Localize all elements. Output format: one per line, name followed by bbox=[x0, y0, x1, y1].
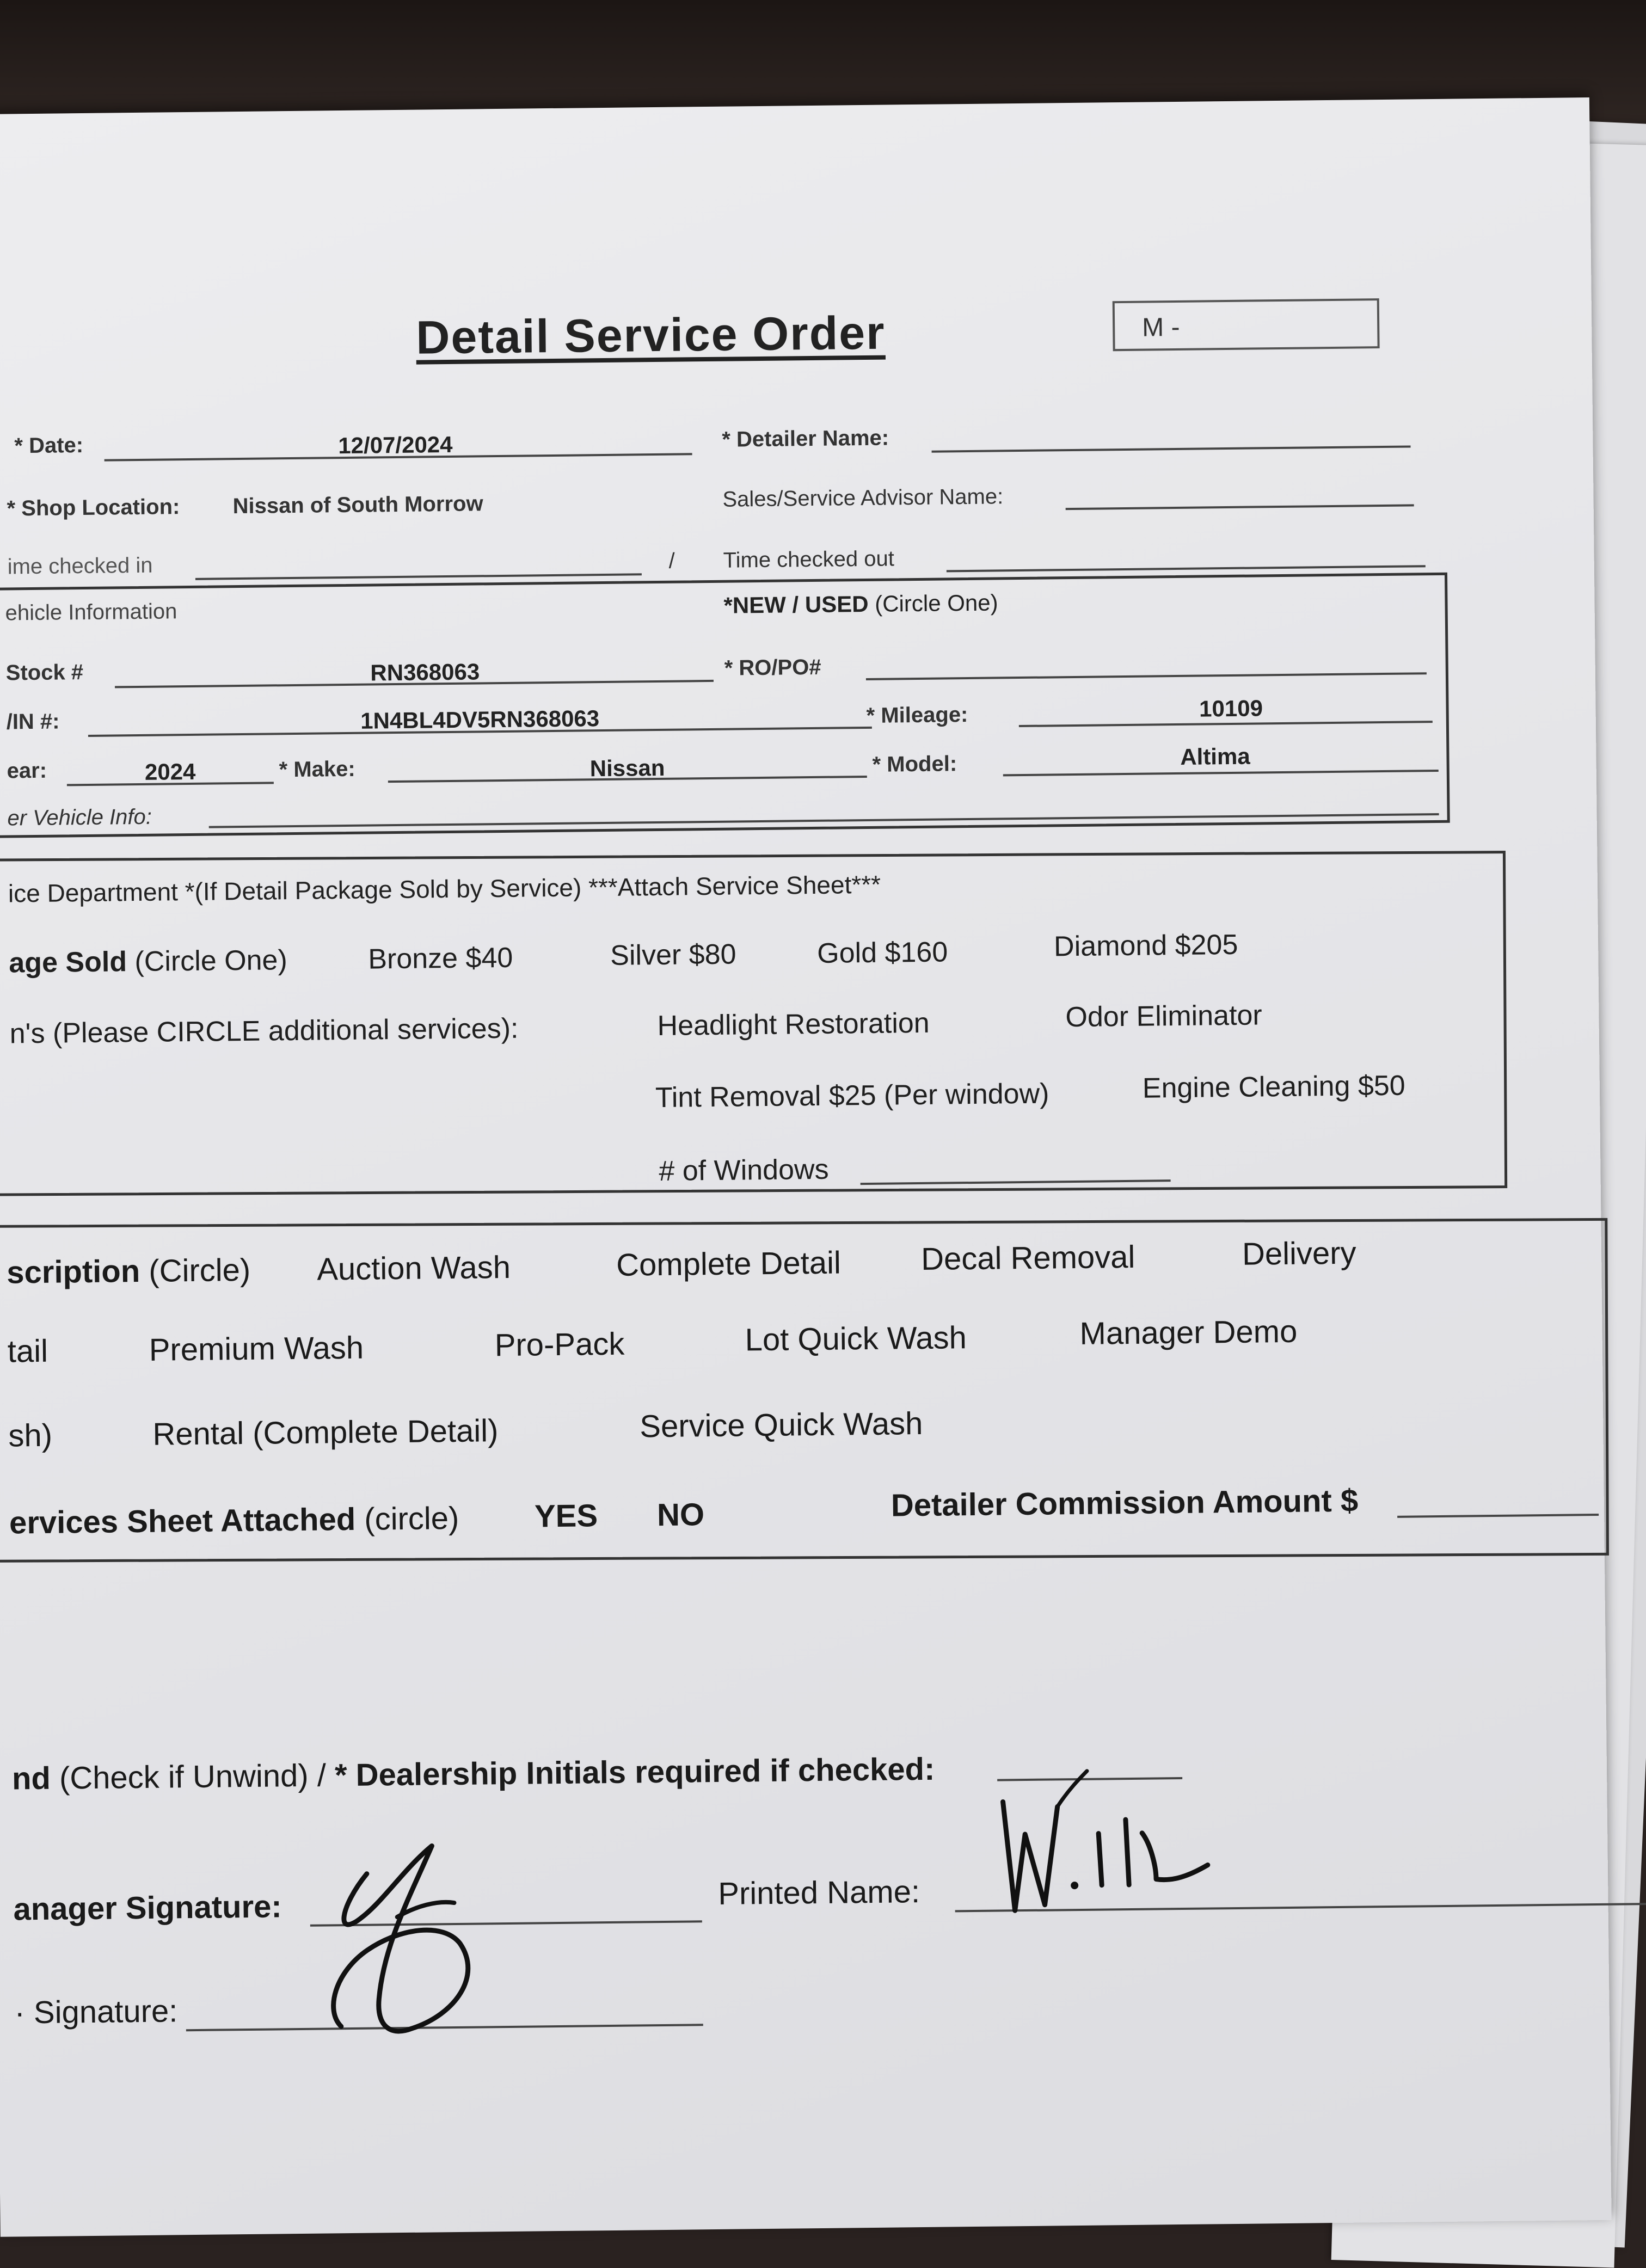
make-value[interactable]: Nissan bbox=[589, 754, 665, 782]
option-no[interactable]: NO bbox=[656, 1497, 705, 1533]
commission-label: Detailer Commission Amount $ bbox=[890, 1483, 1359, 1523]
package-silver[interactable]: Silver $80 bbox=[610, 938, 736, 972]
new-used-label: *NEW / USED bbox=[723, 591, 869, 618]
service-dept-heading: ice Department *(If Detail Package Sold by Service) ***Attach Service Sheet*** bbox=[8, 870, 881, 908]
time-in-line[interactable] bbox=[195, 573, 642, 580]
mileage-value[interactable]: 10109 bbox=[1199, 695, 1263, 722]
model-value[interactable]: Altima bbox=[1180, 743, 1250, 770]
make-label: * Make: bbox=[279, 757, 355, 782]
windows-label: # of Windows bbox=[659, 1153, 829, 1188]
option-pro-pack[interactable]: Pro-Pack bbox=[494, 1326, 625, 1363]
mileage-label: * Mileage: bbox=[866, 703, 968, 728]
manager-signature-label: anager Signature: bbox=[13, 1889, 282, 1927]
option-auction-wash[interactable]: Auction Wash bbox=[316, 1249, 511, 1287]
printed-name-label: Printed Name: bbox=[717, 1874, 920, 1911]
option-premium-wash[interactable]: Premium Wash bbox=[149, 1330, 364, 1368]
detailer-line[interactable] bbox=[932, 445, 1411, 452]
shop-value[interactable]: Nissan of South Morrow bbox=[232, 491, 483, 519]
other-info-label: er Vehicle Info: bbox=[7, 804, 152, 831]
sheet-attached-note: (circle) bbox=[364, 1500, 459, 1537]
vin-label: /IN #: bbox=[6, 709, 60, 734]
addon-tint[interactable]: Tint Removal $25 (Per window) bbox=[655, 1078, 1049, 1114]
option-manager-demo[interactable]: Manager Demo bbox=[1079, 1313, 1298, 1351]
unwind-note: (Check if Unwind) / bbox=[59, 1757, 327, 1796]
description-label-note: (Circle) bbox=[148, 1252, 251, 1289]
time-out-line[interactable] bbox=[947, 565, 1426, 572]
date-value[interactable]: 12/07/2024 bbox=[338, 431, 453, 459]
vin-value[interactable]: 1N4BL4DV5RN368063 bbox=[360, 705, 600, 734]
description-label-bold: scription bbox=[6, 1253, 140, 1290]
year-value[interactable]: 2024 bbox=[144, 758, 196, 785]
advisor-line[interactable] bbox=[1066, 504, 1414, 510]
stock-value[interactable]: RN368063 bbox=[370, 659, 480, 686]
option-lot-quick-wash[interactable]: Lot Quick Wash bbox=[745, 1320, 967, 1358]
advisor-label: Sales/Service Advisor Name: bbox=[722, 484, 1004, 512]
addon-headlight[interactable]: Headlight Restoration bbox=[657, 1007, 930, 1042]
ro-label: * RO/PO# bbox=[724, 655, 821, 680]
package-diamond[interactable]: Diamond $205 bbox=[1053, 929, 1238, 963]
printed-name-handwriting bbox=[992, 1767, 1222, 1927]
signature-label: · Signature: bbox=[14, 1993, 178, 2031]
time-out-label: Time checked out bbox=[723, 546, 895, 573]
shop-label: * Shop Location: bbox=[7, 495, 180, 521]
unwind-prefix: nd bbox=[11, 1760, 51, 1797]
detailer-label: * Detailer Name: bbox=[722, 426, 889, 452]
new-used-field[interactable] bbox=[723, 589, 998, 618]
unwind-bold: * Dealership Initials required if checked: bbox=[334, 1751, 935, 1793]
sheet-attached-label bbox=[9, 1500, 459, 1541]
package-label-bold: age Sold bbox=[9, 946, 127, 979]
addons-label: n's (Please CIRCLE additional services): bbox=[9, 1012, 519, 1050]
new-used-note: (Circle One) bbox=[874, 589, 998, 617]
row2-prefix: tail bbox=[7, 1333, 48, 1369]
service-order-sheet bbox=[0, 97, 1612, 2237]
order-number-box[interactable]: M - bbox=[1113, 298, 1380, 351]
vehicle-section-label: ehicle Information bbox=[5, 599, 177, 625]
manager-signature-mark bbox=[301, 1834, 532, 2065]
option-yes[interactable]: YES bbox=[534, 1498, 598, 1534]
time-in-label: ime checked in bbox=[7, 553, 153, 579]
package-label-note: (Circle One) bbox=[134, 944, 288, 978]
row3-prefix: sh) bbox=[8, 1417, 53, 1454]
unwind-row bbox=[12, 1751, 935, 1797]
package-gold[interactable]: Gold $160 bbox=[816, 936, 948, 969]
addon-odor[interactable]: Odor Eliminator bbox=[1065, 999, 1263, 1034]
time-separator: / bbox=[668, 549, 675, 573]
option-decal-removal[interactable]: Decal Removal bbox=[920, 1239, 1135, 1277]
option-service-quick-wash[interactable]: Service Quick Wash bbox=[639, 1405, 923, 1445]
page-title: Detail Service Order bbox=[415, 306, 886, 364]
sheet-attached-bold: ervices Sheet Attached bbox=[9, 1501, 356, 1541]
option-complete-detail[interactable]: Complete Detail bbox=[616, 1245, 842, 1283]
date-label: * Date: bbox=[14, 433, 84, 458]
addon-engine[interactable]: Engine Cleaning $50 bbox=[1142, 1070, 1405, 1104]
package-label bbox=[9, 944, 287, 979]
description-label bbox=[7, 1252, 251, 1291]
stock-label: Stock # bbox=[5, 660, 84, 685]
option-delivery[interactable]: Delivery bbox=[1242, 1235, 1356, 1272]
option-rental[interactable]: Rental (Complete Detail) bbox=[152, 1413, 499, 1452]
package-bronze[interactable]: Bronze $40 bbox=[367, 942, 513, 975]
model-label: * Model: bbox=[872, 752, 957, 777]
year-label: ear: bbox=[7, 758, 47, 783]
